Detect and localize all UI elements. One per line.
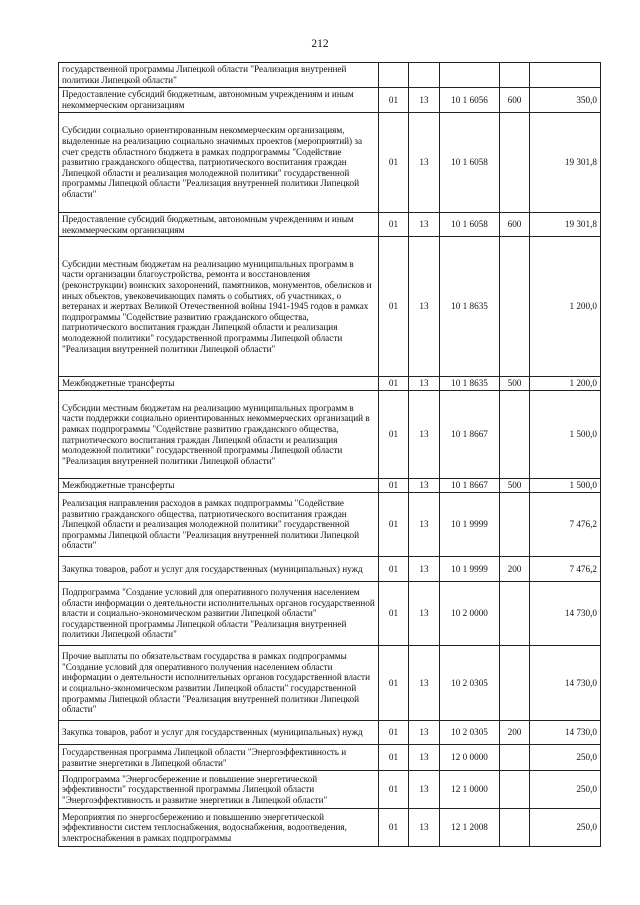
row-subsection-cell: 13 [409,582,440,646]
row-target-cell: 10 1 8667 [440,479,500,493]
row-sum-cell: 1 200,0 [530,237,601,377]
row-target-cell: 10 2 0305 [440,721,500,745]
row-expense-cell [500,809,530,847]
row-name-cell: Субсидии местным бюджетам на реализацию муниципальных программ в части поддержки социально ориентированных некоммерческих организаций в рамках подпрограммы "Содействие развитию гражданского общества, патриотического воспитания граждан Липецкой области и реализация молодежной политики" государственной программы Липецкой области "Реализация внутренней политики Липецкой области" [59,391,379,479]
row-target-cell: 10 1 6058 [440,213,500,237]
row-target-cell: 10 1 8635 [440,377,500,391]
row-target-cell: 12 0 0000 [440,745,500,771]
row-sum-cell: 250,0 [530,771,601,809]
row-sum-cell: 14 730,0 [530,582,601,646]
row-expense-cell [500,237,530,377]
row-target-cell: 10 1 9999 [440,557,500,582]
row-name-cell: Предоставление субсидий бюджетным, автономным учреждениям и иным некоммерческим организациям [59,213,379,237]
row-expense-cell: 200 [500,557,530,582]
row-subsection-cell: 13 [409,377,440,391]
row-subsection-cell [409,63,440,88]
row-subsection-cell: 13 [409,721,440,745]
row-section-cell: 01 [379,721,409,745]
table-row [59,809,601,847]
row-subsection-cell: 13 [409,237,440,377]
row-sum-cell: 1 200,0 [530,377,601,391]
row-name-cell: Реализация направления расходов в рамках подпрограммы "Содействие развитию гражданского общества, патриотического воспитания граждан Липецкой области и реализация молодежной политики" государственной программы Липецкой области "Реализация внутренней политики Липецкой области" [59,493,379,557]
table-row [59,113,601,213]
row-name-cell: Субсидии местным бюджетам на реализацию муниципальных программ в части организации благоустройства, ремонта и восстановления (реконструкции) воинских захоронений, памятников, монументов, обелисков и иных объектов, увековечивающих память о событиях, об участниках, о ветеранах и жертвах Великой Отечественной войны 1941-1945 годов в рамках подпрограммы "Содействие развитию гражданского общества, патриотического воспитания граждан Липецкой области и реализация молодежной политики" государственной программы Липецкой области "Реализация внутренней политики Липецкой области" [59,237,379,377]
table-row [59,479,601,493]
row-name-cell: Закупка товаров, работ и услуг для государственных (муниципальных) нужд [59,721,379,745]
row-section-cell: 01 [379,391,409,479]
row-expense-cell [500,646,530,721]
budget-table-body [59,63,601,847]
row-section-cell: 01 [379,479,409,493]
row-subsection-cell: 13 [409,771,440,809]
table-row [59,557,601,582]
row-section-cell: 01 [379,88,409,113]
row-sum-cell: 7 476,2 [530,557,601,582]
row-section-cell: 01 [379,557,409,582]
row-target-cell: 10 1 6056 [440,88,500,113]
budget-table [58,62,601,847]
row-sum-cell: 14 730,0 [530,721,601,745]
row-section-cell: 01 [379,771,409,809]
table-row [59,745,601,771]
table-row [59,237,601,377]
row-section-cell: 01 [379,745,409,771]
row-section-cell: 01 [379,213,409,237]
row-expense-cell [500,391,530,479]
row-name-cell: Подпрограмма "Создание условий для оперативного получения населением области информации о деятельности исполнительных органов государственной власти и социально-экономическом развитии Липецкой области" государственной программы Липецкой области "Реализация внутренней политики Липецкой области" [59,582,379,646]
row-name-cell: Межбюджетные трансферты [59,479,379,493]
table-row [59,582,601,646]
row-section-cell: 01 [379,113,409,213]
row-sum-cell: 19 301,8 [530,213,601,237]
row-section-cell: 01 [379,493,409,557]
row-subsection-cell: 13 [409,557,440,582]
row-subsection-cell: 13 [409,745,440,771]
row-sum-cell: 7 476,2 [530,493,601,557]
row-name-cell: Закупка товаров, работ и услуг для государственных (муниципальных) нужд [59,557,379,582]
row-subsection-cell: 13 [409,391,440,479]
table-row [59,493,601,557]
row-section-cell: 01 [379,809,409,847]
table-row [59,88,601,113]
table-row [59,721,601,745]
row-expense-cell: 500 [500,377,530,391]
table-row [59,213,601,237]
row-sum-cell [530,63,601,88]
row-name-cell: Государственная программа Липецкой области "Энергоэффективность и развитие энергетики в Липецкой области" [59,745,379,771]
row-name-cell: Мероприятия по энергосбережению и повышению энергетической эффективности систем теплоснабжения, водоснабжения, водоотведения, электроснабжения в рамках подпрограммы [59,809,379,847]
row-subsection-cell: 13 [409,213,440,237]
row-subsection-cell: 13 [409,479,440,493]
row-expense-cell: 500 [500,479,530,493]
row-expense-cell: 600 [500,213,530,237]
row-name-cell: Субсидии социально ориентированным некоммерческим организациям, выделенные на реализацию социально значимых проектов (мероприятий) за счет средств областного бюджета в рамках подпрограммы "Содействие развитию гражданского общества, патриотического воспитания граждан Липецкой области и реализация молодежной политики" государственной программы Липецкой области "Реализация внутренней политики Липецкой области" [59,113,379,213]
row-target-cell: 12 1 2008 [440,809,500,847]
row-target-cell: 10 1 8635 [440,237,500,377]
row-subsection-cell: 13 [409,809,440,847]
row-subsection-cell: 13 [409,88,440,113]
row-name-cell: Межбюджетные трансферты [59,377,379,391]
row-target-cell: 10 2 0000 [440,582,500,646]
row-target-cell: 10 1 8667 [440,391,500,479]
table-row [59,646,601,721]
row-sum-cell: 1 500,0 [530,479,601,493]
row-section-cell: 01 [379,237,409,377]
row-sum-cell: 250,0 [530,745,601,771]
row-expense-cell [500,113,530,213]
row-expense-cell [500,63,530,88]
row-target-cell [440,63,500,88]
row-expense-cell [500,582,530,646]
row-section-cell: 01 [379,377,409,391]
table-row [59,63,601,88]
table-row [59,377,601,391]
row-sum-cell: 1 500,0 [530,391,601,479]
row-subsection-cell: 13 [409,646,440,721]
row-target-cell: 12 1 0000 [440,771,500,809]
row-target-cell: 10 1 6058 [440,113,500,213]
row-target-cell: 10 2 0305 [440,646,500,721]
row-section-cell: 01 [379,646,409,721]
row-expense-cell: 600 [500,88,530,113]
page-number: 212 [311,38,329,50]
row-subsection-cell: 13 [409,493,440,557]
row-section-cell [379,63,409,88]
row-expense-cell [500,771,530,809]
table-row [59,771,601,809]
row-name-cell: государственной программы Липецкой области "Реализация внутренней политики Липецкой области" [59,63,379,88]
row-expense-cell [500,745,530,771]
row-expense-cell [500,493,530,557]
row-target-cell: 10 1 9999 [440,493,500,557]
row-sum-cell: 350,0 [530,88,601,113]
row-sum-cell: 19 301,8 [530,113,601,213]
row-subsection-cell: 13 [409,113,440,213]
row-section-cell: 01 [379,582,409,646]
row-name-cell: Подпрограмма "Энергосбережение и повышение энергетической эффективности" государственной программы Липецкой области "Энергоэффективность и развитие энергетики в Липецкой области" [59,771,379,809]
row-name-cell: Прочие выплаты по обязательствам государства в рамках подпрограммы "Создание условий для оперативного получения населением области информации о деятельности исполнительных органов государственной власти и социально-экономическом развитии Липецкой области" государственной программы Липецкой области "Реализация внутренней политики Липецкой области" [59,646,379,721]
row-name-cell: Предоставление субсидий бюджетным, автономным учреждениям и иным некоммерческим организациям [59,88,379,113]
table-row [59,391,601,479]
row-sum-cell: 14 730,0 [530,646,601,721]
row-sum-cell: 250,0 [530,809,601,847]
row-expense-cell: 200 [500,721,530,745]
